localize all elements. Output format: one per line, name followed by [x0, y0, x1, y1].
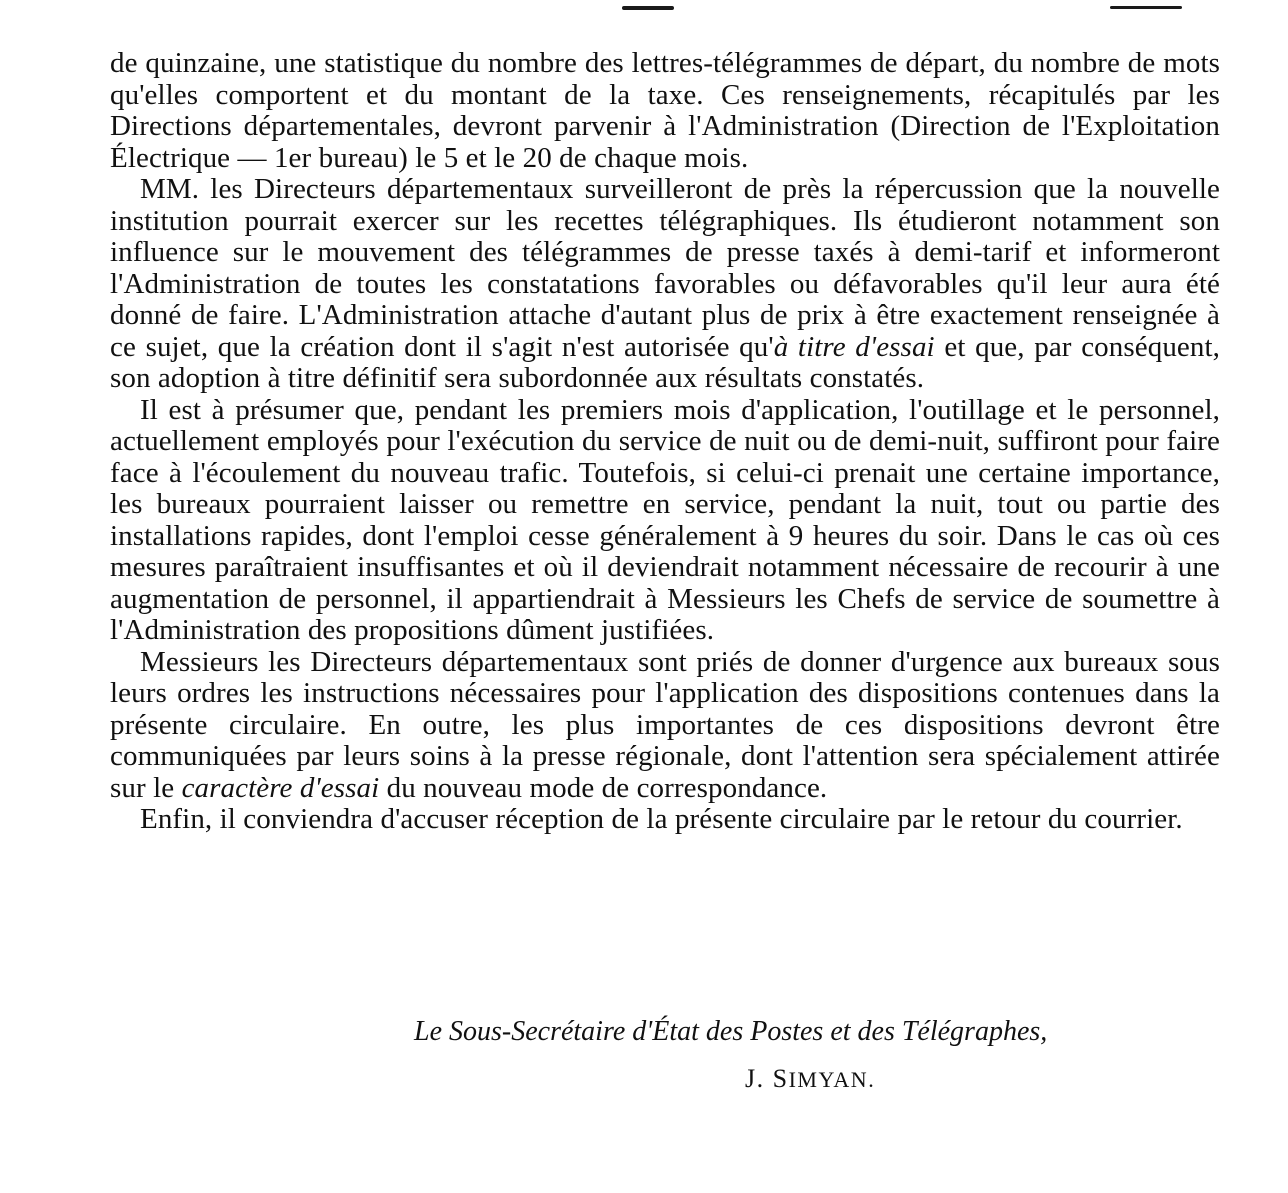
paragraph-4-text-a: Messieurs les Directeurs départementaux sont priés de donner d'urgence aux bureaux sous leurs ordres les instructions nécessaires pour l'application des dispositions contenues dans la présente circulaire. En outre, les plus importantes de ces dispositions devront être communiquées par leurs soins à la presse régionale, dont l'attention sera spécialement attirée sur le — [110, 645, 1220, 804]
paragraph-1 — [110, 48, 1220, 174]
header-mark — [1110, 6, 1182, 9]
paragraph-5 — [110, 804, 1220, 836]
paragraph-4-text-b: du nouveau mode de correspondance. — [379, 771, 828, 804]
page-number-mark — [622, 6, 674, 10]
paragraph-2-italic: à titre d'essai — [773, 330, 935, 363]
paragraph-4 — [110, 647, 1220, 805]
signer-name — [745, 1064, 875, 1094]
signature-title: Le Sous-Secrétaire d'État des Postes et des Télégraphes, — [414, 1016, 1048, 1047]
paragraph-2 — [110, 174, 1220, 395]
paragraph-2-text-b: et que, par conséquent, son adoption à titre définitif sera subordonnée aux résultats constatés. — [110, 330, 1220, 394]
paragraph-2-text-a: MM. les Directeurs départementaux surveilleront de près la répercussion que la nouvelle institution pourrait exercer sur les recettes télégraphiques. Ils étudieront notamment son influence sur le mouvement des télégrammes de presse taxés à demi-tarif et informeront l'Administration de toutes les constatations favorables ou défavorables qu'il leur aura été donné de faire. L'Administration attache d'autant plus de prix à être exactement renseignée à ce sujet, que la création dont il s'agit n'est autorisée qu' — [110, 173, 1220, 363]
body-text — [110, 48, 1220, 836]
paragraph-3 — [110, 395, 1220, 647]
paragraph-5-text: Enfin, il conviendra d'accuser réception de la présente circulaire par le retour du courrier. — [140, 803, 1183, 835]
signer-initial: J. S — [745, 1064, 789, 1093]
paragraph-4-italic: caractère d'essai — [181, 771, 380, 804]
signer-rest: IMYAN. — [788, 1067, 876, 1092]
paragraph-1-text: de quinzaine, une statistique du nombre des lettres-télégrammes de départ, du nombre de mots qu'elles comportent et du montant de la taxe. Ces renseignements, récapitulés par les Directions départementales, devront parvenir à l'Administration (Direction de l'Exploitation Électrique — 1er bureau) le 5 et le 20 de chaque mois. — [110, 47, 1220, 174]
paragraph-3-text: Il est à présumer que, pendant les premiers mois d'application, l'outillage et le personnel, actuellement employés pour l'exécution du service de nuit ou de demi-nuit, suffiront pour faire face à l'écoulement du nouveau trafic. Toutefois, si celui-ci prenait une certaine importance, les bureaux pourraient laisser ou remettre en service, pendant la nuit, tout ou partie des installations rapides, dont l'emploi cesse généralement à 9 heures du soir. Dans le cas où ces mesures paraîtraient insuffisantes et où il deviendrait notamment nécessaire de recourir à une augmentation de personnel, il appartiendrait à Messieurs les Chefs de service de soumettre à l'Administration des propositions dûment justifiées. — [110, 393, 1220, 646]
